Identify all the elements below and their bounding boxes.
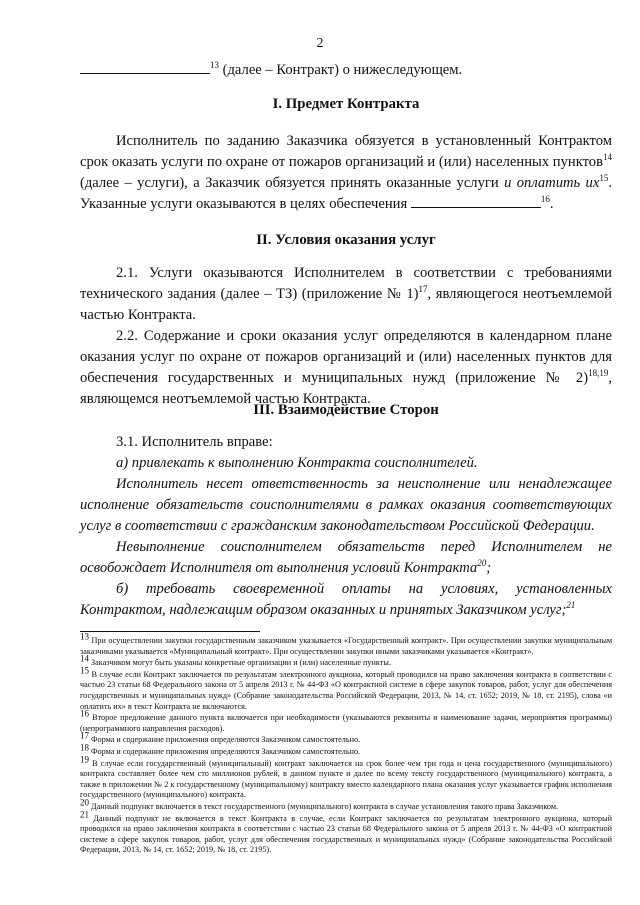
section-1 <box>80 94 612 115</box>
clause-2-2 <box>80 326 612 410</box>
footnote-ref-21: 21 <box>566 600 576 611</box>
intro-text: (далее – Контракт) о нижеследующем. <box>219 62 463 78</box>
footnote-ref-17: 17 <box>418 284 428 295</box>
page-number: 2 <box>316 36 324 51</box>
clause-3-1-b <box>80 579 612 621</box>
footnote-text: Данный подпункт не включается в текст Контракта в случае, если Контракт заключается по результатам электронного аукциона, который проводился на право заключения контракта в соответствии с частью 23 статьи 68 Федерального закона от 5 апреля 2013 г. № 44-ФЗ «О контрактной системе в сфере закупок товаров, работ, услуг для обеспечения государственных и муниципальных нужд» (Собрание законодательства Российской Федерации, 2013, № 14, ст. 1652; 2019, № 18, ст. 2195). <box>80 813 612 855</box>
footnote-mark: 17 <box>80 730 89 741</box>
footnote-mark: 14 <box>80 653 89 664</box>
clause-3-1: 3.1. Исполнитель вправе: <box>116 434 273 450</box>
footnote <box>80 631 612 657</box>
footnote <box>80 753 612 801</box>
clause-3-1-a: а) привлекать к выполнению Контракта соисполнителей. <box>116 455 478 471</box>
footnote-ref-14: 14 <box>603 152 612 163</box>
text-run: Исполнитель по заданию Заказчика обязуется в установленный Контрактом срок оказать услуги по охране от пожаров организаций и (или) населенных пунктов <box>80 133 612 170</box>
intro-line <box>80 60 612 81</box>
section-3-heading: III. Взаимодействие Сторон <box>253 402 439 418</box>
section-1-paragraph <box>80 131 612 215</box>
section-2 <box>80 230 612 251</box>
blank-line <box>80 60 210 74</box>
footnote-ref-13: 13 <box>210 60 219 71</box>
section-2-heading: II. Условия оказания услуг <box>256 232 436 248</box>
text-run: Невыполнение соисполнителем обязательств перед Исполнителем не освобождает Исполнителя от выполнения условий Контракта <box>80 539 612 576</box>
text-run: 2.1. Услуги оказываются Исполнителем в соответствии с требованиями технического задания (далее – ТЗ) (приложение № 1) <box>80 265 612 302</box>
footnote-ref-20: 20 <box>477 558 487 569</box>
text-run: 2.2. Содержание и сроки оказания услуг определяются в календарном плане оказания услуг по охране от пожаров организаций и (или) населенных пунктов для обеспечения государственных и муниципальных нужд (приложение № 2) <box>80 328 612 386</box>
text-run: ; <box>486 560 492 576</box>
text-run: , являющегося неотъемлемой частью Контракта. <box>80 286 612 323</box>
footnote-ref-16: 16 <box>540 194 550 205</box>
footnote-text: Форма и содержание приложения определяются Заказчиком самостоятельно. <box>89 746 361 756</box>
footnote-ref-18-19: 18,19 <box>588 368 609 379</box>
footnote <box>80 730 612 746</box>
text-run: , являющемся неотъемлемой частью Контракта. <box>80 370 612 407</box>
text-run: (далее – услуги), а Заказчик обязуется принять оказанные услуги <box>80 175 505 191</box>
text-run: б) требовать своевременной оплаты на условиях, установленных Контрактом, надлежащим образом оказанных и принятых Заказчиком услуг; <box>80 581 612 618</box>
section-3 <box>80 400 612 421</box>
footnote <box>80 708 612 734</box>
text-run: . Указанные услуги оказываются в целях обеспечения <box>80 175 612 212</box>
footnote <box>80 742 612 758</box>
section-3-body <box>80 432 612 621</box>
footnote-text: В случае если государственный (муниципальный) контракт заключается на срок более чем три года и цена государственного (муниципального) контракта составляет более чем сто миллионов рублей, в данном пункте и далее по всему тексту государственного (муниципального) контракта, а также в приложении № 2 к государственному (муниципальному) контракту вместо календарного плана оказания услуг указывается график исполнения государственного (муниципального) контракта. <box>80 758 612 800</box>
clause-3-1-nonperformance <box>80 537 612 579</box>
footnote-text: При осуществлении закупки государственным заказчиком указывается «Государственный контракт». При осуществлении закупки муниципальным заказчиками указывается «Муниципальный контракт». При осуществлении закупки иными заказчиками указывается «Контракт». <box>80 636 612 656</box>
footnote-text: Форма и содержание приложения определяются Заказчиком самостоятельно. <box>89 735 361 745</box>
footnote-ref-15: 15 <box>599 173 609 184</box>
clause-2-1 <box>80 263 612 326</box>
footnote-mark: 18 <box>80 742 89 753</box>
footnote-mark: 13 <box>80 631 89 642</box>
footnote-text: Второе предложение данного пункта включается при необходимости (указываются реквизиты и наименование задачи, мероприятия программы) (непрограммного направления расходов). <box>80 713 612 733</box>
italic-text-run: и оплатить их <box>504 175 600 191</box>
footnote-mark: 16 <box>80 708 89 719</box>
footnote <box>80 808 612 856</box>
footnote <box>80 665 612 712</box>
footnote-text: Заказчиком могут быть указаны конкретные организации и (или) населенные пункты. <box>89 658 391 668</box>
blank-line <box>411 194 541 208</box>
text-run: . <box>549 196 554 212</box>
footnotes <box>80 631 612 857</box>
footnote-separator <box>80 631 260 632</box>
section-2-body <box>80 263 612 410</box>
footnote <box>80 653 612 669</box>
clause-3-1-responsibility: Исполнитель несет ответственность за неисполнение или ненадлежащее исполнение обязательств соисполнителями в рамках оказания соответствующих услуг в соответствии с гражданским законодательством Российской Федерации. <box>80 476 612 534</box>
section-1-heading: I. Предмет Контракта <box>272 96 420 112</box>
section-1-body <box>80 131 612 215</box>
footnote <box>80 797 612 813</box>
footnote-text: В случае если Контракт заключается по результатам электронного аукциона, который проводился на право заключения контракта в соответствии с частью 23 статьи 68 Федерального закона от 5 апреля 2013 г. № 44-ФЗ «О контрактной системе в сфере закупок товаров, работ, услуг для обеспечения государственных и муниципальных нужд» (Собрание законодательства Российской Федерации, 2013, № 14, ст. 1652; 2019, № 18, ст. 2195), слова «и оплатить их» в текст Контракта не включаются. <box>80 669 612 711</box>
footnote-mark: 21 <box>80 808 89 819</box>
footnote-mark: 20 <box>80 797 89 808</box>
footnote-mark: 15 <box>80 665 89 676</box>
footnote-text: Данный подпункт включается в текст государственного (муниципального) контракта в случае установления такого права Заказчиком. <box>89 801 559 811</box>
footnote-mark: 19 <box>80 753 89 764</box>
